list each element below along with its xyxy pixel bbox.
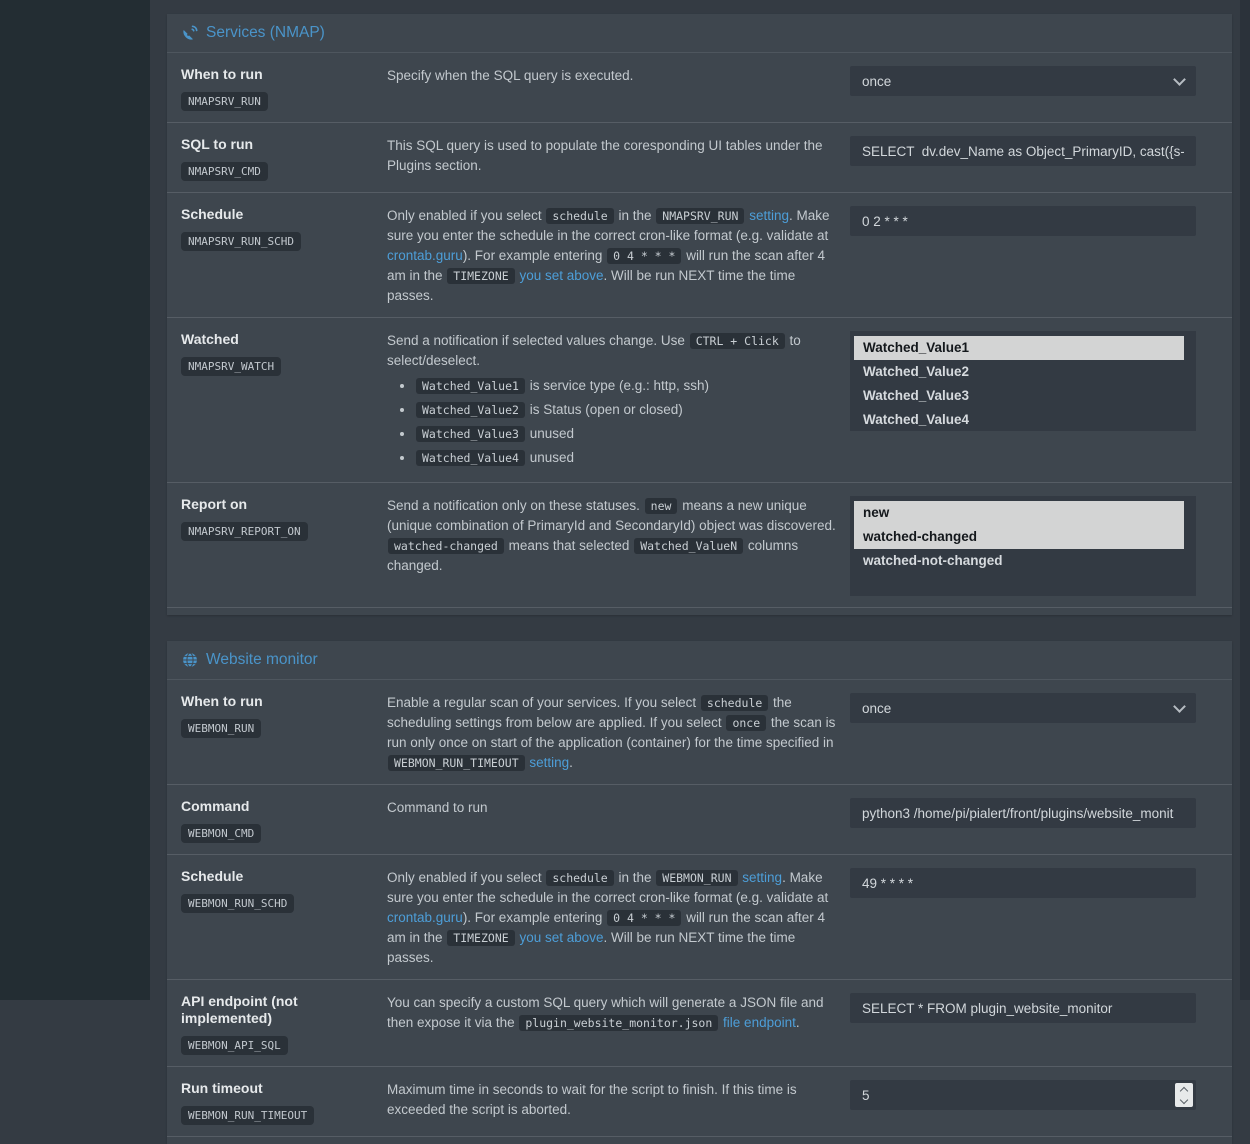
setting-key-badge: WEBMON_RUN_TIMEOUT bbox=[181, 1106, 314, 1125]
setting-key-badge: NMAPSRV_RUN_SCHD bbox=[181, 232, 301, 251]
nmapsrv_run-select[interactable] bbox=[850, 66, 1196, 96]
webmon_run-select[interactable] bbox=[850, 693, 1196, 723]
webmon_run_timeout-input[interactable] bbox=[850, 1080, 1196, 1110]
setting-row-webmon_cmd bbox=[167, 785, 1232, 855]
inline-link[interactable]: file endpoint bbox=[723, 1015, 796, 1030]
setting-row-nmapsrv_report_on bbox=[167, 483, 1232, 608]
webmon_run_timeout-number-field bbox=[850, 1080, 1196, 1110]
bullet-item: • Watched_Value2 is Status (open or closed) bbox=[415, 399, 840, 421]
listbox-option[interactable]: Watched_Value2 bbox=[863, 364, 970, 379]
nmapsrv_run_schd-input[interactable] bbox=[850, 206, 1196, 236]
setting-label: Watched bbox=[181, 331, 239, 347]
spinner-up-icon bbox=[1180, 1086, 1188, 1094]
setting-label: When to run bbox=[181, 693, 263, 709]
panel-services-nmap bbox=[167, 14, 1232, 615]
setting-label: Report on bbox=[181, 496, 248, 512]
inline-code: 0 4 * * * bbox=[607, 910, 681, 926]
setting-key-badge: WEBMON_RUN_SCHD bbox=[181, 894, 294, 913]
setting-description: Enable a regular scan of your services. If you select schedule the scheduling settings from below are applied. If you select once the scan is run only once on start of the application (container) for the time specified in WEBMON_RUN_TIMEOUT setting. bbox=[387, 695, 836, 770]
inline-code: WEBMON_RUN_TIMEOUT bbox=[388, 755, 525, 771]
inline-code: TIMEZONE bbox=[447, 930, 514, 946]
inline-link[interactable]: crontab.guru bbox=[387, 910, 463, 925]
listbox-option[interactable]: new bbox=[854, 501, 1184, 525]
listbox-option[interactable]: Watched_Value1 bbox=[854, 336, 1184, 360]
setting-key-badge: NMAPSRV_REPORT_ON bbox=[181, 522, 308, 541]
setting-label: Run timeout bbox=[181, 1080, 263, 1096]
spinner-down-icon bbox=[1180, 1095, 1188, 1103]
satellite-dish-icon bbox=[182, 25, 198, 41]
panel-header-website-monitor bbox=[167, 641, 1232, 680]
inline-link[interactable]: you set above bbox=[519, 268, 604, 283]
setting-description: Only enabled if you select schedule in the NMAPSRV_RUN setting. Make sure you enter the schedule in the correct cron-like format (e.g. validate at crontab.guru). For example entering 0 4 * * * will run the scan after 4 am in the TIMEZONE you set above. Will be run NEXT time the time passes. bbox=[387, 208, 830, 303]
inline-code: NMAPSRV_RUN bbox=[656, 208, 744, 224]
inline-code: plugin_website_monitor.json bbox=[519, 1015, 718, 1031]
setting-control bbox=[850, 993, 1196, 1055]
settings-sections bbox=[167, 14, 1232, 1144]
inline-code: Watched_Value3 bbox=[416, 426, 525, 442]
webmon_run_schd-input[interactable] bbox=[850, 868, 1196, 898]
setting-control bbox=[850, 693, 1196, 773]
inline-code: schedule bbox=[701, 695, 768, 711]
setting-description: Maximum time in seconds to wait for the script to finish. If this time is exceeded the script is aborted. bbox=[387, 1082, 797, 1117]
nmapsrv_cmd-input[interactable] bbox=[850, 136, 1196, 166]
setting-description: Command to run bbox=[387, 800, 488, 815]
setting-row-nmapsrv_run bbox=[167, 53, 1232, 123]
setting-control bbox=[850, 1080, 1196, 1125]
setting-row-webmon_api_sql bbox=[167, 980, 1232, 1067]
inline-link[interactable]: crontab.guru bbox=[387, 248, 463, 263]
panel-website-monitor bbox=[167, 641, 1232, 1144]
select-value: once bbox=[862, 700, 892, 716]
setting-description: Send a notification only on these statuses. new means a new unique (unique combination of PrimaryId and SecondaryId) object was discovered. watched-changed means that selected Watched_ValueN columns changed. bbox=[387, 498, 836, 573]
setting-key-badge: NMAPSRV_CMD bbox=[181, 162, 268, 181]
inline-code: 0 4 * * * bbox=[607, 248, 681, 264]
inline-code: watched-changed bbox=[388, 538, 504, 554]
setting-key-badge: WEBMON_RUN bbox=[181, 719, 261, 738]
scrollbar[interactable] bbox=[1240, 0, 1250, 1000]
inline-code: schedule bbox=[546, 208, 613, 224]
inline-code: new bbox=[645, 498, 678, 514]
setting-label: Schedule bbox=[181, 868, 244, 884]
settings-main bbox=[150, 0, 1250, 1144]
setting-row-nmapsrv_run_schd bbox=[167, 193, 1232, 318]
inline-link[interactable]: setting bbox=[749, 208, 789, 223]
setting-control bbox=[850, 798, 1196, 843]
inline-code: Watched_Value1 bbox=[416, 378, 525, 394]
setting-label: API endpoint (not implemented) bbox=[181, 993, 298, 1026]
setting-description: Send a notification if selected values change. Use CTRL + Click to select/deselect. • Watched_Value1 is service type (e.g.: http, ssh) • Watched_Value2 is Status (open or closed) • Watched_Value3 unused • Watched_Value4 unused bbox=[387, 331, 840, 471]
nmapsrv_report_on-listbox bbox=[850, 496, 1196, 596]
inline-code: TIMEZONE bbox=[447, 268, 514, 284]
inline-code: once bbox=[726, 715, 766, 731]
inline-code: CTRL + Click bbox=[690, 333, 785, 349]
inline-code: Watched_Value4 bbox=[416, 450, 525, 466]
listbox-option[interactable]: Watched_Value3 bbox=[863, 388, 970, 403]
setting-control bbox=[850, 868, 1196, 968]
setting-row-nmapsrv_cmd bbox=[167, 123, 1232, 193]
globe-icon bbox=[182, 652, 198, 668]
panel-header-services-nmap bbox=[167, 14, 1232, 53]
number-spinner[interactable] bbox=[1175, 1083, 1193, 1107]
bullet-item: • Watched_Value4 unused bbox=[415, 447, 840, 469]
webmon_cmd-input[interactable] bbox=[850, 798, 1196, 828]
setting-row-webmon_run_timeout bbox=[167, 1067, 1232, 1137]
setting-control bbox=[850, 331, 1196, 471]
chevron-down-icon bbox=[1173, 700, 1186, 713]
panel-title: Website monitor bbox=[206, 651, 318, 668]
inline-link[interactable]: setting bbox=[529, 755, 570, 770]
setting-control bbox=[850, 66, 1196, 111]
inline-code: Watched_ValueN bbox=[634, 538, 743, 554]
setting-control bbox=[850, 496, 1196, 596]
sidebar[interactable] bbox=[0, 0, 150, 1000]
setting-label: Schedule bbox=[181, 206, 244, 222]
setting-description: Only enabled if you select schedule in the WEBMON_RUN setting. Make sure you enter the schedule in the correct cron-like format (e.g. validate at crontab.guru). For example entering 0 4 * * * will run the scan after 4 am in the TIMEZONE you set above. Will be run NEXT time the time passes. bbox=[387, 870, 829, 965]
select-value: once bbox=[862, 73, 892, 89]
description-bullets bbox=[387, 375, 840, 469]
listbox-option[interactable]: watched-changed bbox=[854, 525, 1184, 549]
setting-key-badge: WEBMON_API_SQL bbox=[181, 1036, 288, 1055]
setting-label: Command bbox=[181, 798, 250, 814]
bullet-item: • Watched_Value3 unused bbox=[415, 423, 840, 445]
setting-control bbox=[850, 136, 1196, 181]
setting-label: When to run bbox=[181, 66, 263, 82]
inline-code: Watched_Value2 bbox=[416, 402, 525, 418]
setting-key-badge: NMAPSRV_RUN bbox=[181, 92, 268, 111]
bullet-item: • Watched_Value1 is service type (e.g.: http, ssh) bbox=[415, 375, 840, 397]
setting-label: SQL to run bbox=[181, 136, 254, 152]
inline-link[interactable]: setting bbox=[742, 870, 783, 885]
setting-control bbox=[850, 206, 1196, 306]
inline-code: schedule bbox=[546, 870, 613, 886]
setting-key-badge: WEBMON_CMD bbox=[181, 824, 261, 843]
panel-title: Services (NMAP) bbox=[206, 24, 325, 41]
listbox-option[interactable]: Watched_Value4 bbox=[863, 412, 970, 427]
setting-row-webmon_run bbox=[167, 680, 1232, 785]
chevron-down-icon bbox=[1173, 73, 1186, 86]
setting-description: This SQL query is used to populate the coresponding UI tables under the Plugins section. bbox=[387, 138, 823, 173]
setting-description: Specify when the SQL query is executed. bbox=[387, 68, 634, 83]
inline-link[interactable]: you set above bbox=[519, 930, 604, 945]
setting-description: You can specify a custom SQL query which will generate a JSON file and then expose it via the plugin_website_monitor.json file endpoint. bbox=[387, 995, 824, 1030]
webmon_api_sql-input[interactable] bbox=[850, 993, 1196, 1023]
listbox-option[interactable]: watched-not-changed bbox=[863, 553, 1003, 568]
nmapsrv_watch-listbox bbox=[850, 331, 1196, 431]
inline-code: WEBMON_RUN bbox=[656, 870, 737, 886]
setting-key-badge: NMAPSRV_WATCH bbox=[181, 357, 281, 376]
setting-row-webmon_run_schd bbox=[167, 855, 1232, 980]
setting-row-nmapsrv_watch bbox=[167, 318, 1232, 483]
